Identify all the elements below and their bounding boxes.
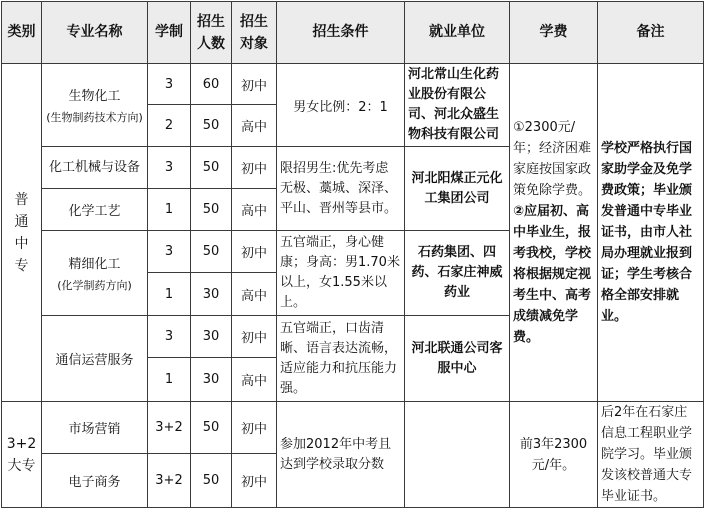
major-marketing: 市场营销 bbox=[42, 402, 148, 454]
major-ecommerce: 电子商务 bbox=[42, 453, 148, 507]
conditions-college: 参加2012年中考且达到学校录取分数 bbox=[277, 402, 405, 508]
header-enroll-count: 招生人数 bbox=[191, 2, 232, 64]
duration-cell: 1 bbox=[148, 358, 191, 402]
employer-fine-chem: 石药集团、四药、石家庄神威药业 bbox=[405, 231, 510, 316]
duration-cell: 1 bbox=[148, 189, 191, 231]
duration-cell: 3+2 bbox=[148, 402, 191, 454]
employer-biochem: 河北常山生化药业股份有限公司、河北众盛生物科技有限公司 bbox=[405, 64, 510, 147]
count-cell: 30 bbox=[191, 273, 232, 316]
count-cell: 30 bbox=[191, 316, 232, 358]
employer-telecom: 河北联通公司客服中心 bbox=[405, 316, 510, 402]
header-duration: 学制 bbox=[148, 2, 191, 64]
target-cell: 高中 bbox=[232, 358, 277, 402]
header-conditions: 招生条件 bbox=[277, 2, 405, 64]
duration-cell: 3 bbox=[148, 147, 191, 189]
count-cell: 30 bbox=[191, 358, 232, 402]
header-major: 专业名称 bbox=[42, 2, 148, 64]
target-cell: 高中 bbox=[232, 189, 277, 231]
header-target: 招生对象 bbox=[232, 2, 277, 64]
header-category: 类别 bbox=[2, 2, 42, 64]
duration-cell: 2 bbox=[148, 105, 191, 147]
table-row bbox=[2, 64, 704, 105]
target-cell: 初中 bbox=[232, 147, 277, 189]
table-row bbox=[2, 402, 704, 454]
duration-cell: 3+2 bbox=[148, 453, 191, 507]
major-fine-chem: 精细化工 (化学制药方向) bbox=[42, 231, 148, 316]
fees-college: 前3年2300元/年。 bbox=[510, 402, 598, 508]
major-chem-process: 化学工艺 bbox=[42, 189, 148, 231]
fees-regular: ①2300元/年；经济困难家庭按国家政策免除学费。 ②应届初、高中毕业生，报考我校，学校将根据规定视考生中、高考成绩减免学费。 bbox=[510, 64, 598, 402]
header-fees: 学费 bbox=[510, 2, 598, 64]
target-cell: 初中 bbox=[232, 231, 277, 273]
target-cell: 初中 bbox=[232, 64, 277, 105]
header-employer: 就业单位 bbox=[405, 2, 510, 64]
conditions-fine-chem: 五官端正，身心健康；身高：男1.70米以上，女1.55米以上。 bbox=[277, 231, 405, 316]
employer-college bbox=[405, 402, 510, 508]
count-cell: 50 bbox=[191, 453, 232, 507]
duration-cell: 3 bbox=[148, 316, 191, 358]
duration-cell: 1 bbox=[148, 273, 191, 316]
admission-table bbox=[1, 1, 704, 508]
count-cell: 50 bbox=[191, 402, 232, 454]
header-row bbox=[2, 2, 704, 64]
count-cell: 50 bbox=[191, 105, 232, 147]
target-cell: 初中 bbox=[232, 402, 277, 454]
duration-cell: 3 bbox=[148, 231, 191, 273]
count-cell: 50 bbox=[191, 147, 232, 189]
major-biochem: 生物化工 (生物制药技术方向) bbox=[42, 64, 148, 147]
header-remarks: 备注 bbox=[598, 2, 704, 64]
duration-cell: 3 bbox=[148, 64, 191, 105]
category-college: 3+2大专 bbox=[2, 402, 42, 508]
count-cell: 60 bbox=[191, 64, 232, 105]
major-chem-equipment: 化工机械与设备 bbox=[42, 147, 148, 189]
conditions-biochem: 男女比例：2：1 bbox=[277, 64, 405, 147]
target-cell: 初中 bbox=[232, 316, 277, 358]
target-cell: 高中 bbox=[232, 105, 277, 147]
major-telecom: 通信运营服务 bbox=[42, 316, 148, 402]
remarks-college: 后2年在石家庄信息工程职业学院学习。毕业颁发该校普通大专毕业证书。 bbox=[598, 402, 704, 508]
category-regular: 普通中专 bbox=[2, 64, 42, 402]
conditions-telecom: 五官端正，口齿清晰、语言表达流畅，适应能力和抗压能力强。 bbox=[277, 316, 405, 402]
target-cell: 初中 bbox=[232, 453, 277, 507]
employer-chem: 河北阳煤正元化工集团公司 bbox=[405, 147, 510, 231]
admission-table-wrapper bbox=[1, 1, 703, 504]
count-cell: 50 bbox=[191, 231, 232, 273]
target-cell: 高中 bbox=[232, 273, 277, 316]
remarks-regular: 学校严格执行国家助学金及免学费政策；毕业颁发普通中专毕业证书，由市人社局办理就业报到证；学生考核合格全部安排就业。 bbox=[598, 64, 704, 402]
count-cell: 50 bbox=[191, 189, 232, 231]
conditions-chem: 限招男生:优先考虑无极、藁城、深泽、平山、晋州等县市。 bbox=[277, 147, 405, 231]
